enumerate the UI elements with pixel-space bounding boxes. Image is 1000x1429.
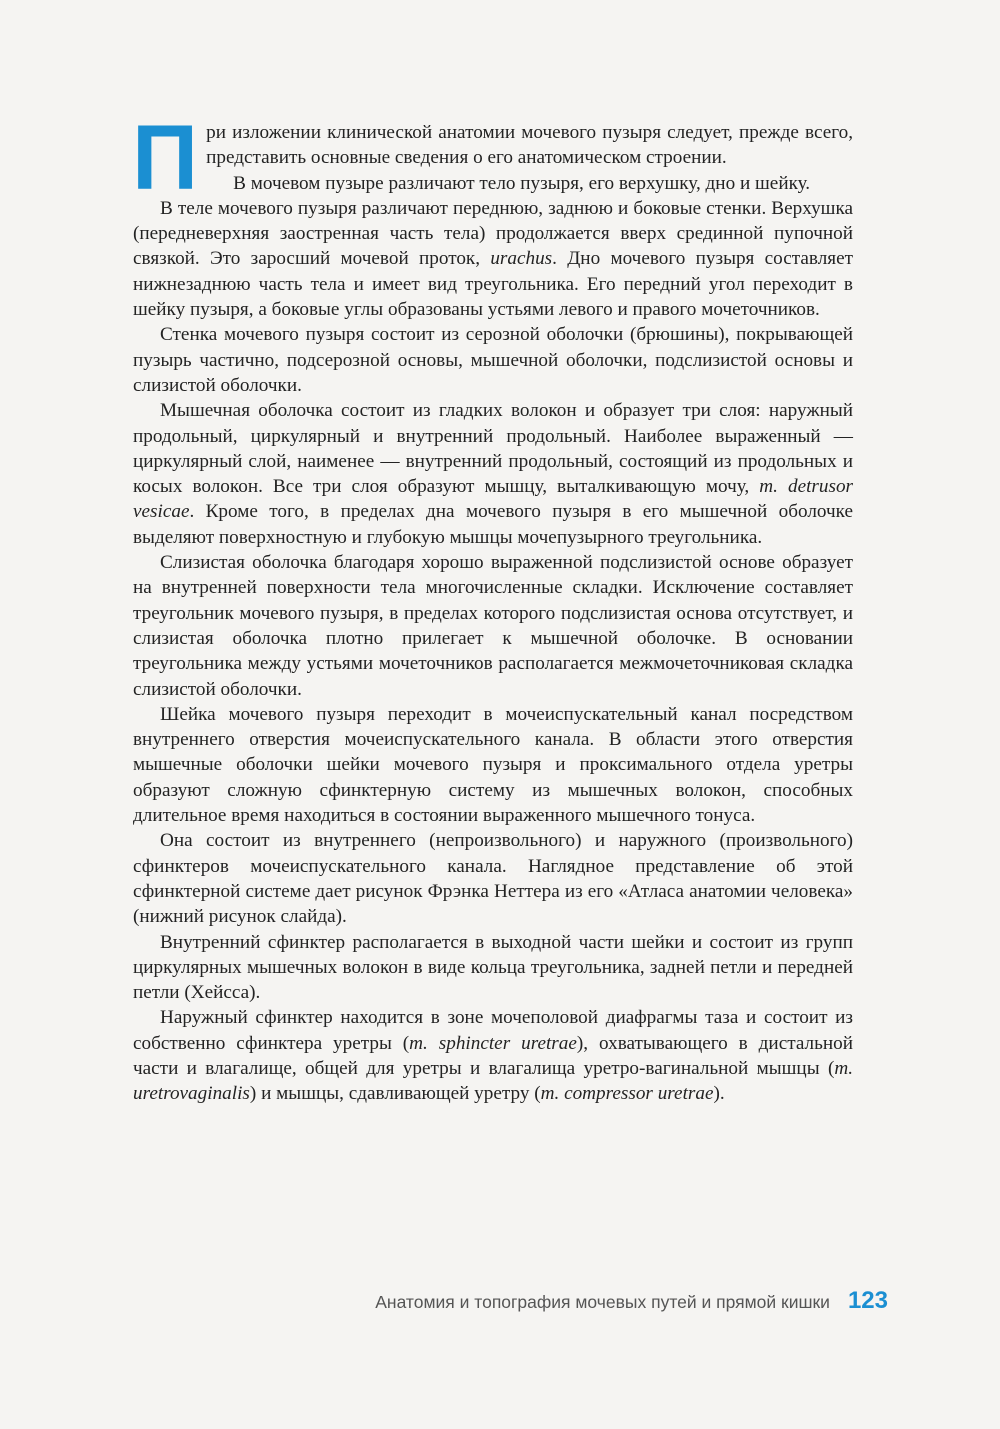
paragraph — [133, 930, 853, 1006]
text-run: Она состоит из внутреннего (непроизвольного) и наружного (произвольного) сфинктеров мочеиспускательного канала. Наглядное представление об этой сфинктерной системе дает рисунок Фрэнка Неттера из его «Атласа анатомии человека» (нижний рисунок слайда). — [133, 830, 853, 928]
paragraph — [133, 196, 853, 322]
paragraph — [133, 398, 853, 550]
text-run: Мышечная оболочка состоит из гладких волокон и образует три слоя: наружный продольный, циркулярный и внутренний продольный. Наиболее выраженный — циркулярный слой, наименее — внутренний продольный, состоящий из продольных и косых волокон. Все три слоя образуют мышцу, выталкивающую мочу, — [133, 400, 853, 498]
paragraph — [133, 828, 853, 929]
latin-term: urachus — [490, 248, 553, 270]
text-run: ) и мышцы, сдавливающей уретру ( — [249, 1083, 541, 1105]
text-run: . Дно мочевого пузыря составляет нижнезаднюю часть тела и имеет вид треугольника. Его передний угол переходит в шейку пузыря, а боковые углы образованы устьями левого и правого мочеточников. — [133, 248, 854, 321]
text-run: ), охватывающего в дистальной части и влагалище, общей для уретры и влагалища уретро-вагинальной мышцы ( — [133, 1032, 853, 1079]
paragraph — [133, 322, 853, 398]
text-run: . Кроме того, в пределах дна мочевого пузыря в его мышечной оболочке выделяют поверхностную и глубокую мышцы мочепузырного треугольника. — [133, 501, 853, 548]
text-run: Слизистая оболочка благодаря хорошо выраженной подслизистой основе образует на внутренней поверхности тела многочисленные складки. Исключение составляет треугольник мочевого пузыря, в пределах которого подслизистая основа отсутствует, и слизистая оболочка плотно прилегает к мышечной оболочке. В основании треугольника между устьями мочеточников располагается межмочеточниковая складка слизистой оболочки. — [133, 552, 853, 700]
body-text — [132, 107, 854, 1107]
paragraph — [133, 1005, 853, 1106]
text-run: Внутренний сфинктер располагается в выходной части шейки и состоит из групп циркулярных мышечных волокон в виде кольца треугольника, задней петли и передней петли (Хейсса). — [133, 931, 853, 1004]
text-run: Шейка мочевого пузыря переходит в мочеиспускательный канал посредством внутреннего отверстия мочеиспускательного канала. В области этого отверстия мышечные оболочки шейки мочевого пузыря и проксимального отдела уретры образуют сложную сфинктерную систему из мышечных волокон, способных длительное время находиться в состоянии выраженного мышечного тонуса. — [133, 703, 853, 827]
drop-cap: П — [132, 107, 199, 209]
text-run: Наружный сфинктер находится в зоне мочеполовой диафрагмы таза и состоит из собственно сфинктера уретры ( — [133, 1007, 853, 1054]
paragraph — [133, 550, 853, 702]
paragraph — [133, 171, 853, 196]
page-footer — [375, 1287, 888, 1315]
text-run: Стенка мочевого пузыря состоит из серозной оболочки (брюшины), покрывающей пузырь частично, подсерозной основы, мышечной оболочки, подслизистой основы и слизистой оболочки. — [133, 324, 853, 396]
paragraph — [133, 702, 853, 828]
latin-term: m. compressor uretrae — [540, 1083, 714, 1105]
text-run: В теле мочевого пузыря различают переднюю, заднюю и боковые стенки. Верхушка (передневерхняя заостренная часть тела) продолжается вверх срединной пупочной связкой. Это заросший мочевой проток, — [133, 197, 853, 270]
text-run: ). — [713, 1083, 725, 1105]
page-number: 123 — [847, 1287, 888, 1314]
text-run: ри изложении клинической анатомии мочевого пузыря следует, прежде всего, представить основные сведения о его анатомическом строении. — [206, 122, 853, 169]
running-title: Анатомия и топография мочевых путей и прямой кишки — [375, 1292, 830, 1312]
latin-term: m. detrusor vesicae — [133, 476, 854, 523]
text-run: В мочевом пузыре различают тело пузыря, его верхушку, дно и шейку. — [233, 172, 811, 194]
latin-term: m. uretrovaginalis — [133, 1057, 853, 1105]
latin-term: m. sphincter uretrae — [409, 1032, 577, 1054]
